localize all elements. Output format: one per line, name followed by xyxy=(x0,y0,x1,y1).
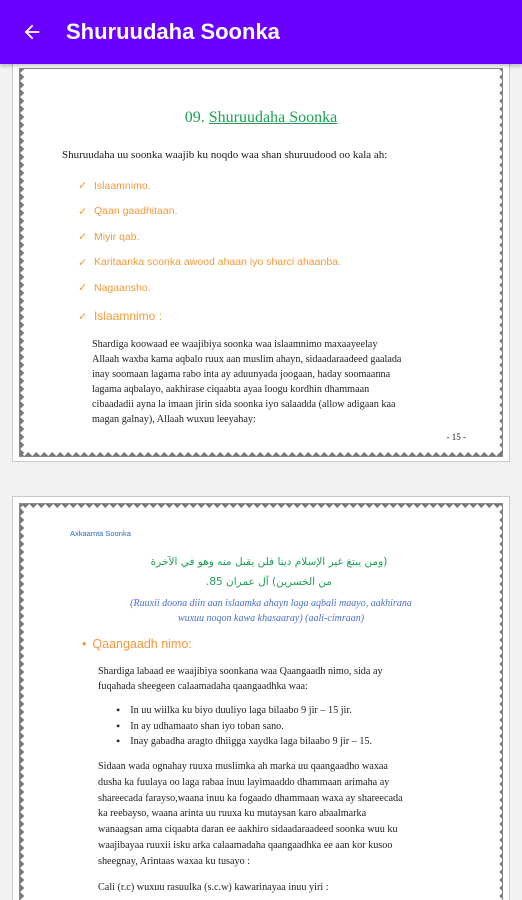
list-item: • Inay gabadha aragto dhiigga xaydka laga bilaabo 9 jir – 15. xyxy=(130,734,472,750)
page-border xyxy=(19,68,503,457)
list-item: ✓ Karitaanka soonka awood ahaan iyo sharci ahaanba. xyxy=(78,256,341,269)
list-item: • In ay udhamaato shan iyo toban sano. xyxy=(130,719,472,735)
text-line: (ومن يبتغ غير الإسلام دينا فلن يقبل منه وهو في الآخرة xyxy=(150,556,388,568)
chapter-name: Shuruudaha Soonka xyxy=(208,109,338,126)
back-button[interactable] xyxy=(0,0,64,64)
text-line: ka reebayso, waana arinta uu ruuxa ku mutaysan karo abaalmarka xyxy=(98,808,367,820)
checkmark-icon: ✓ xyxy=(78,282,88,295)
app-bar-title: Shuruudaha Soonka xyxy=(66,19,280,44)
checkmark-icon: ✓ xyxy=(78,311,88,323)
list-item: ✓ Qaan gaadhitaan. xyxy=(78,205,178,218)
page-border xyxy=(19,503,503,900)
signs-list xyxy=(130,703,472,750)
paragraph xyxy=(98,759,466,870)
page-number: - 15 - xyxy=(446,432,466,442)
text-line: magan galnay), Allaah wuxuu leeyahay: xyxy=(92,414,256,425)
text-line: waajibayaa ruuxii isku arka calaamadaha qaangaadhka ee aan kor kusoo xyxy=(98,839,393,851)
text-line: inay soomaan lagama rabo inta ay aduunyada joogaan, haday soomaanna xyxy=(92,369,391,380)
border-pattern xyxy=(495,69,502,456)
text-line: fuqahada sheegeen calaamadaha qaangaadhka waa: xyxy=(98,681,308,692)
checkmark-icon: ✓ xyxy=(78,205,88,218)
text-line: Shardiga koowaad ee waajibiya soonka waa islaamnimo maxaayeelay xyxy=(92,339,378,350)
text-line: sheegnay, Arintaas waxaa ku tusayo : xyxy=(98,855,251,867)
arrow-left-icon xyxy=(21,21,43,43)
intro-text: Shuruudaha uu soonka waajib ku noqdo waa shan shuruudood oo kala ah: xyxy=(62,149,388,161)
page-content xyxy=(40,69,482,456)
paragraph xyxy=(98,664,466,694)
book-page-16 xyxy=(12,496,510,900)
text-line: Allaah waxba kama aqbalo ruux aan muslim ahayn, sidaadaraadeed gaalada xyxy=(92,354,402,365)
paragraph xyxy=(92,337,472,427)
text-line: (Ruuxii doona diin aan islaamka ahayn laga aqbali maayo, aakhirana xyxy=(130,598,412,609)
checkmark-icon: ✓ xyxy=(78,180,88,193)
text-line: من الخسرين) آل عمران 85. xyxy=(205,576,333,588)
chapter-number: 09. xyxy=(184,109,205,126)
border-pattern xyxy=(20,69,27,456)
list-item: ✓ Nagaansho. xyxy=(78,281,151,295)
conditions-list xyxy=(78,173,341,301)
text-line: cibaadadii ayna la imaan jirin sida soonka iyo salaadda (allow adigaan kaa xyxy=(92,399,396,410)
border-pattern xyxy=(495,504,502,900)
section-heading: • Qaangaadh nimo: xyxy=(82,637,192,651)
section-heading: ✓ Islaamnimo : xyxy=(78,309,163,323)
text-line: dusha ka fuulaya oo laga rabaa inuu layimaaddo dhammaan arimaha ay xyxy=(98,776,390,788)
checkmark-icon: ✓ xyxy=(78,231,88,244)
list-item: ✓ Miyir qab. xyxy=(78,230,140,244)
text-line: Sidaan wada ognahay ruuxa muslimka ah marka uu qaangaadho waxaa xyxy=(98,761,388,772)
text-line: shareecada farayso,waana inuu ka fogaado dhammaan waxa ay shareecada xyxy=(98,792,403,804)
list-item: • In uu wiilka ku biyo duuliyo laga bilaabo 9 jir – 15 jir. xyxy=(130,703,472,719)
verse-translation xyxy=(100,596,442,626)
list-item: ✓ Islaamnimo. xyxy=(78,179,151,193)
text-line: wuxuu noqon kawa khasaaray) (aali-cimraan) xyxy=(177,613,365,624)
bullet-icon: • xyxy=(82,637,87,651)
text-line: lagama aqbalayo, aakhirase ciqaabta ayaa loogu kordhin dhammaan xyxy=(92,384,370,395)
page-content xyxy=(40,504,482,900)
running-head: Axkaamta Soonka xyxy=(70,529,131,538)
chapter-title xyxy=(40,109,482,127)
text-line: Shardiga labaad ee waajibiya soonkana waa Qaangaadh nimo, sida ay xyxy=(98,666,383,677)
text-line: wanaagsan ama ciqaabta daran ee aakhiro sidaadaraadeed soonka wuu ku xyxy=(98,824,398,836)
app-bar xyxy=(0,0,522,64)
checkmark-icon: ✓ xyxy=(78,256,88,269)
arabic-verse xyxy=(80,552,458,592)
paragraph: Cali (r.c) wuxuu rasuulka (s.c.w) kawarinayaa inuu yiri : xyxy=(98,882,329,893)
book-page-15 xyxy=(12,64,510,462)
border-pattern xyxy=(20,504,27,900)
